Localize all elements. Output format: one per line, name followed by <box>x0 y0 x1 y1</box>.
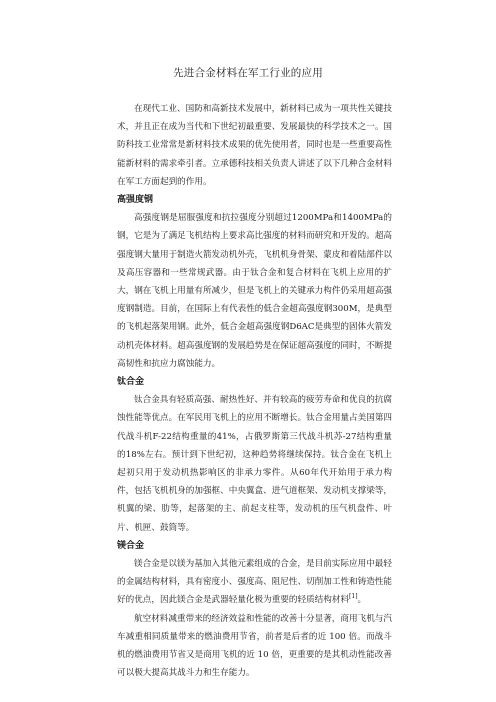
citation-marker: [1] <box>349 593 358 601</box>
titanium-alloy-paragraph: 钛合金具有轻质高强、耐热性好、并有较高的疲劳寿命和优良的抗腐蚀性能等优点。在军民用飞机上的应用不断增长。钛合金用量占美国第四代战斗机F-22结构重量的41%，占俄罗斯第三代战斗机苏-27结构重量的18%左右。预计到下世纪初，这种趋势将继续保持。钛合金在飞机上起初只用于发动机热影响区的非承力零件。从60年代开始用于承力构件，包括飞机机身的加强框、中央翼盒、进气道框架、发动机支撑梁等，机翼的梁、肋等，起落架的主、前起支柱等，发动机的压气机盘件、叶片、机匣、鼓筒等。 <box>117 395 393 533</box>
section-heading-high-strength-steel: 高强度钢 <box>117 195 154 206</box>
intro-paragraph: 在现代工业、国防和高新技术发展中，新材料已成为一项共性关键技术，并且正在成为当代和下世纪初最重要、发展最快的科学技术之一。国防科技工业常常是新材料技术成果的优先使用者，同时也是一些重要高性能新材料的需求牵引者。立承德科技相关负责人讲述了以下几种合金材料在军工方面起到的作用。 <box>117 104 393 187</box>
document-body <box>117 100 392 683</box>
document-title: 先进合金材料在军工行业的应用 <box>173 67 323 79</box>
magnesium-alloy-paragraph-2: 航空材料减重带来的经济效益和性能的改善十分显著，商用飞机与汽车减重相同质量带来的燃油费用节省，前者是后者的近 100 倍。而战斗机的燃油费用节省又是商用飞机的近 10 倍，更重要的是其机动性能改善可以极大提高其战斗力和生存能力。 <box>117 613 392 679</box>
section-heading-titanium-alloy: 钛合金 <box>117 377 145 388</box>
magnesium-alloy-paragraph-1 <box>117 555 392 610</box>
section-heading-magnesium-alloy: 镁合金 <box>117 540 145 551</box>
magnesium-alloy-paragraph-1-text: 镁合金是以镁为基加入其他元素组成的合金，是目前实际应用中最轻的金属结构材料，具有密度小、强度高、阻尼性、切削加工性和铸造性能好的优点，因此镁合金是武器轻量化极为重要的轻质结构材料 <box>117 559 393 606</box>
high-strength-steel-paragraph: 高强度钢是屈服强度和抗拉强度分别超过1200MPa和1400MPa的钢，它是为了满足飞机结构上要求高比强度的材料而研究和开发的。超高强度钢大量用于制造火箭发动机外壳，飞机机身骨架、蒙皮和着陆部件以及高压容器和一些常规武器。由于钛合金和复合材料在飞机上应用的扩大，钢在飞机上用量有所减少，但是飞机上的关键承力构件仍采用超高强度钢制造。目前，在国际上有代表性的低合金超高强度钢300M，是典型的飞机起落架用钢。此外，低合金超高强度钢D6AC是典型的固体火箭发动机壳体材料。超高强度钢的发展趋势是在保证超高强度的同时，不断提高韧性和抗应力腐蚀能力。 <box>117 213 393 369</box>
citation-tail: 。 <box>357 595 367 606</box>
